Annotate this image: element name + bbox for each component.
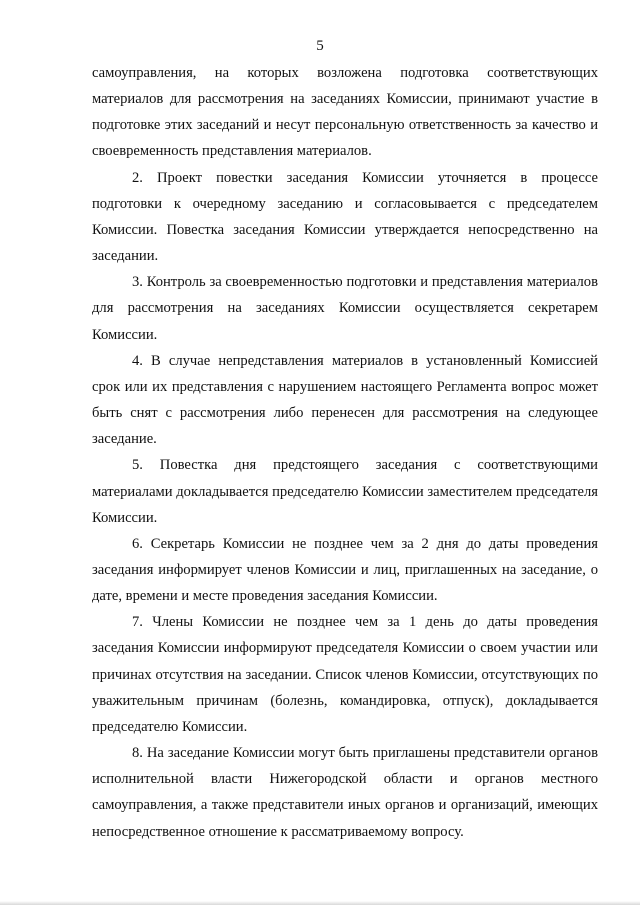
paragraph-continuation: самоуправления, на которых возложена подготовка соответствующих материалов для рассмотрения на заседаниях Комиссии, принимают участие в подготовке этих заседаний и несут персональную ответственность за качество и своевременность представления материалов. (92, 65, 598, 160)
paragraph-item-3: 3. Контроль за своевременностью подготовки и представления материалов для рассмотрения на заседаниях Комиссии осуществляется секретарем Комиссии. (92, 274, 598, 343)
paragraph-item-7: 7. Члены Комиссии не позднее чем за 1 день до даты проведения заседания Комиссии информируют председателя Комиссии о своем участии или причинах отсутствия на заседании. Список членов Комиссии, отсутствующих по уважительным причинам (болезнь, командировка, отпуск), докладывается председателю Комиссии. (92, 614, 598, 735)
paragraph-item-5: 5. Повестка дня предстоящего заседания с соответствующими материалами докладывается председателю Комиссии заместителем председателя Комиссии. (92, 457, 598, 526)
paragraph-item-6: 6. Секретарь Комиссии не позднее чем за 2 дня до даты проведения заседания информирует членов Комиссии и лиц, приглашенных на заседание, о дате, времени и месте проведения заседания Комиссии. (92, 535, 598, 605)
paragraph-item-2: 2. Проект повестки заседания Комиссии уточняется в процессе подготовки к очередному заседанию и согласовывается с председателем Комиссии. Повестка заседания Комиссии утверждается непосредственно на заседании. (92, 169, 598, 265)
scan-edge (0, 901, 640, 905)
paragraph-item-8: 8. На заседание Комиссии могут быть приглашены представители органов исполнительной власти Нижегородской области и органов местного самоуправления, а также представители иных органов и организаций, имеющих непосредственное отношение к рассматриваемому вопросу. (92, 745, 598, 840)
paragraph-item-4: 4. В случае непредставления материалов в установленный Комиссией срок или их представления с нарушением настоящего Регламента вопрос может быть снят с рассмотрения либо перенесен для рассмотрения на следующее заседание. (92, 352, 598, 448)
page-number: 5 (316, 38, 324, 54)
document-body (92, 60, 598, 845)
